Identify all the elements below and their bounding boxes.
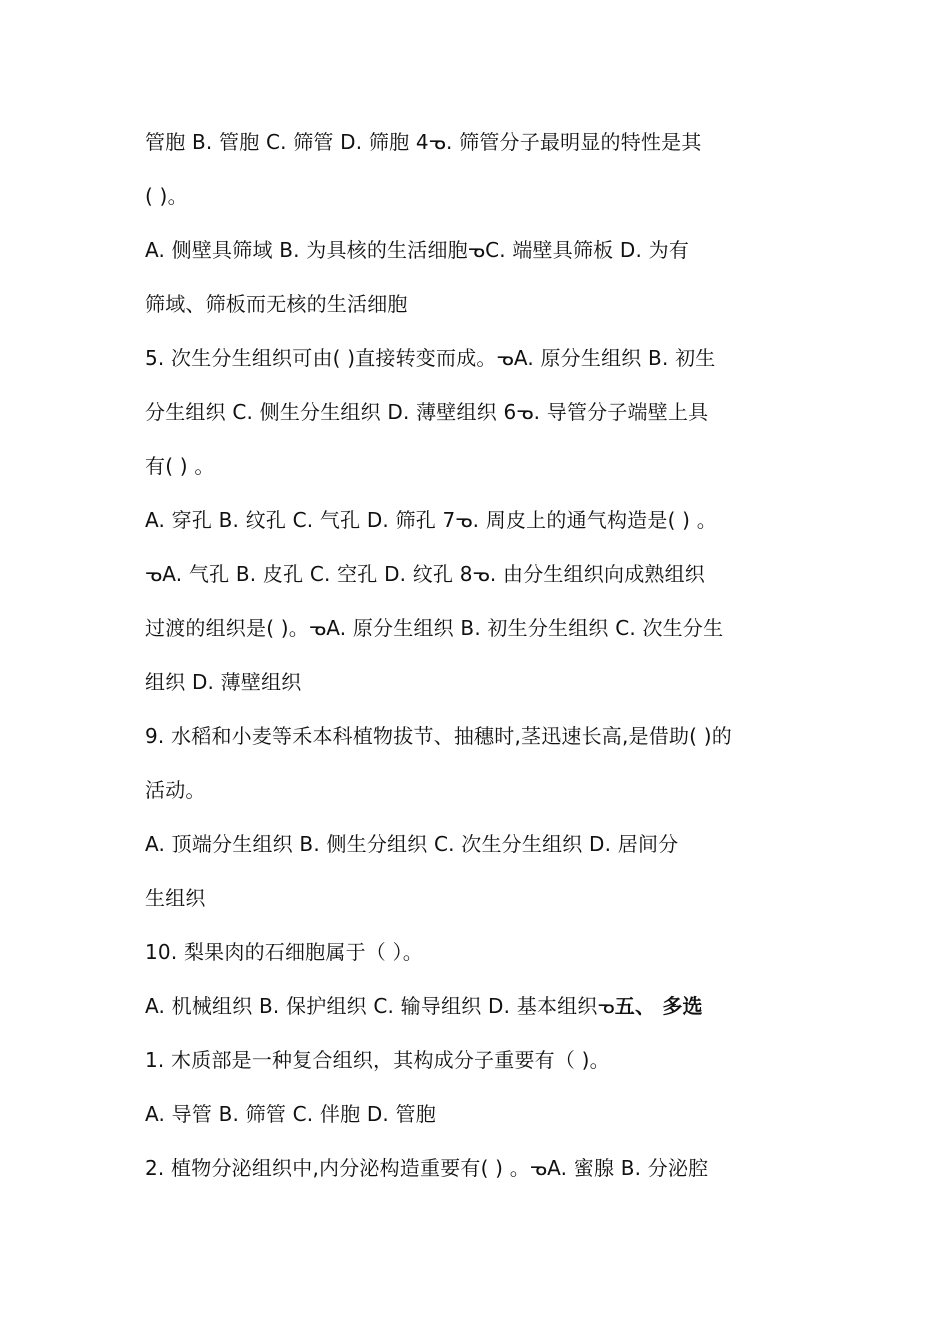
text-line: A. 穿孔 B. 纹孔 C. 气孔 D. 筛孔 7ᓀ. 周皮上的通气构造是( ) 。 [145, 508, 717, 532]
section-heading: 五、 多选 [614, 994, 703, 1018]
text-line: 2. 植物分泌组织中,内分泌构造重要有( ) 。ᓀA. 蜜腺 B. 分泌腔 [145, 1156, 709, 1180]
text-line: A. 侧壁具筛域 B. 为具核的生活细胞ᓀC. 端壁具筛板 D. 为有 [145, 238, 690, 262]
text-line: 10. 梨果肉的石细胞属于（ ）。 [145, 940, 423, 964]
text-line: 筛域、筛板而无核的生活细胞 [145, 292, 408, 316]
text-line: ᓀA. 气孔 B. 皮孔 C. 空孔 D. 纹孔 8ᓀ. 由分生组织向成熟组织 [145, 562, 706, 586]
text-line: A. 导管 B. 筛管 C. 伴胞 D. 管胞 [145, 1102, 436, 1126]
text-line: 生组织 [145, 886, 206, 910]
text-line: 有( ) 。 [145, 454, 215, 478]
text-line [145, 992, 815, 1020]
text-line: 组织 D. 薄壁组织 [145, 670, 302, 694]
text-line: 过渡的组织是( )。ᓀA. 原分生组织 B. 初生分生组织 C. 次生分生 [145, 616, 724, 640]
text-line: 5. 次生分生组织可由( )直接转变而成。ᓀA. 原分生组织 B. 初生 [145, 346, 716, 370]
text-line: 活动。 [145, 778, 206, 802]
text-line: A. 顶端分生组织 B. 侧生分组织 C. 次生分生组织 D. 居间分 [145, 832, 679, 856]
text-line: ( )。 [145, 184, 188, 208]
text-line: 1. 木质部是一种复合组织，其构成分子重要有（ )。 [145, 1048, 610, 1072]
text-line: 管胞 B. 管胞 C. 筛管 D. 筛胞 4﻿ᓀ. 筛管分子最明显的特性是其 [145, 130, 702, 154]
text-line: 分生组织 C. 侧生分生组织 D. 薄壁组织 6ᓀ. 导管分子端壁上具 [145, 400, 709, 424]
text-line: 9. 水稻和小麦等禾本科植物拔节、抽穗时,茎迅速长高,是借助( )的 [145, 724, 732, 748]
answer-options: A. 机械组织 B. 保护组织 C. 输导组织 D. 基本组织ᓀ [145, 994, 615, 1018]
